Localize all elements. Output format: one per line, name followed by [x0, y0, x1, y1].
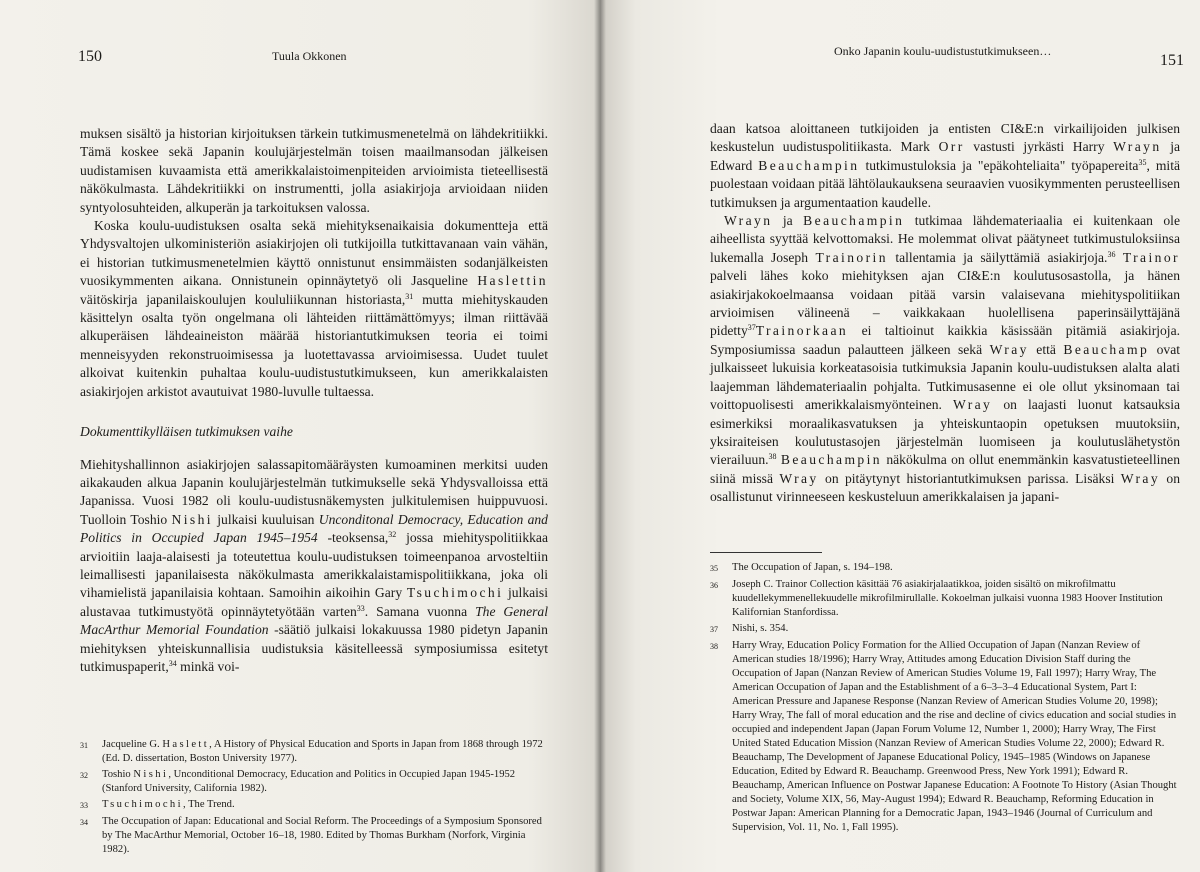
footnote-ref: 34: [168, 658, 177, 668]
footnote: 37 Nishi, s. 354.: [710, 623, 789, 634]
book-gutter: [594, 0, 606, 872]
body-text: [80, 125, 548, 676]
paragraph: Miehityshallinnon asiakirjojen salassapitomääräysten kumoaminen merkitsi uuden aikakauden alkua Japanin koulujärjestelmän tutkimukselle sekä Yhdysvalloissa että Japanissa. Vuosi 1982 oli koulu-uudistusnäkemysten julkitulemisen huippuvuosi. Tuolloin Toshio Nishi julkaisi kuuluisan Unconditonal Democracy, Education and Politics in Occupied Japan 1945–1954 -teoksensa,$^{32}$ jossa miehityspolitiikkaa arvioitiin laaja-alaisesti ja toteutettua koulu-uudistuksen toimeenpanoa arvosteltiin leimallisesti japanilaisesta näkökulmasta amerikkalaistamispolitiikkana, joka oli vihamielistä japanilaisia kohtaan. Samoihin aikoihin Gary Tsuchimochi julkaisi alustavaa tutkimustyötä opinnäytetyötään varten$^{33}$. Samana vuonna The General MacArthur Memorial Foundation -säätiö julkaisi lokakuussa 1980 pidetyn Japanin miehityksen yhteiskunnallisia uudistuksia käsitelleessä symposiumissa esitetyt tutkimuspaperit,$^{34}$ minkä voi-: [80, 456, 548, 674]
section-heading: Dokumenttikylläisen tutkimuksen vaihe: [80, 424, 293, 440]
footnote: 31 Jacqueline G. Haslett, A History of Physical Education and Sports in Japan from 1868 through 1972 (Ed. D. dissertation, Boston University 1977).: [80, 739, 543, 764]
author-name: Haslettin: [477, 273, 548, 289]
footnote: 36 Joseph C. Trainor Collection käsittää 76 asiakirjalaatikkoa, joiden sisältö on mikrofilmattu kuudellekymmenellekuudelle mikrofilmirullalle. Kokoelman julkaisi vuonna 1983 Hoover Institution Kalifornian Stanfordissa.: [710, 579, 1163, 618]
footnotes: [80, 738, 548, 859]
footnote: 34 The Occupation of Japan: Educational and Social Reform. The Proceedings of a Symposium Sponsored by The MacArthur Memorial, October 16–18, 1980. Edited by Thomas Burkham (Norfork, Virginia 1982).: [80, 816, 542, 855]
footnote-ref: 35: [1138, 157, 1147, 167]
paragraph: Wrayn ja Beauchampin tutkimaa lähdemateriaalia ei kuitenkaan ole aiheellista syyttää kelvottomaksi. He molemmat olivat päätyneet tutkimustuloksiinsa lukemalla Joseph Trainorin tallentamia ja säilyttämiä asiakirjoja.$^{36}$ Trainor palveli lähes koko miehityksen ajan CI&E:n koulutusosastolla, ja hänen asiakirjakokoelmaansa voidaan pitää varsin valaisevana miehityspolitiikan arvioimisen välineenä – vaikkakaan huolellisena paperinsäilyttäjänä pidetty$^{37}$Trainorkaan ei taltioinut kaikkia käsissään pitämiä asiakirjoja. Symposiumissa saadun palautteen jälkeen sekä Wray että Beauchamp ovat julkaisseet lukuisia korkeatasoisia tutkimuksia Japanin koulu-uudistuksen alalta alati laajemman lähdemateriaalin pohjalta. Tutkimusasenne ei ole ollut yksinomaan tai voittopuolisesti amerikkalaismyönteinen. Wray on laajasti luonut katsauksia esimerkiksi moraalikasvatuksen ja yhteiskuntaopin opetuksen muutoksiin, yksiraiteisen koulutustasojen järjestelmän luomiseen ja koulutuslähetystön vierailuun.$^{38}$ Beauchampin näkökulma on ollut enemmänkin kasvatustieteellinen siinä missä Wray on pitäytynyt historiantutkimuksen parissa. Lisäksi Wray on osallistunut virinneeseen keskusteluun amerikkalaisen ja japani-: [710, 213, 1181, 505]
running-head: Onko Japanin koulu-uudistustutkimukseen…: [834, 44, 1052, 58]
paragraph: Koska koulu-uudistuksen osalta sekä miehityksenaikaisia dokumentteja että Yhdysvaltojen ulkoministeriön asiakirjojen oli tutkijoilla tutkittavanaan vain vähän, ei historian tutkimusmenetelmien käyttö onnistunut ensimmäisten sodanjälkeisten vuosikymmenten aikana. Onnistunein opinnäytetyö oli Jasqueline Haslettin väitöskirja japanilaiskoulujen koululiikunnan historiasta,$^{31}$ mutta miehityskauden käsittelyn osalta työn ongelmana oli lähteiden riittämättömyys; ilman riittävää alkuperäisen lähdeaineiston määrää historiantutkimuksen teoria ei toimi menneisyyden rekonstruoimisessa ja luotettavassa arvioimisessa. Uudet tuulet alkoivat kuitenkin puhaltaa koulu-uudistustutkimukseen, kun amerikkalaisten asiakirjojen arkistot avautuivat 1980-luvulle tultaessa.: [80, 218, 549, 399]
book-title: Unconditonal Democracy, Education and Politics in Occupied Japan 1945–1954: [80, 511, 548, 546]
footnote-ref: 33: [356, 603, 365, 613]
right-page: [600, 0, 1200, 872]
footnote-rule: [710, 552, 822, 553]
footnote-ref: 36: [1107, 249, 1116, 259]
footnote-ref: 38: [768, 452, 777, 462]
paragraph: daan katsoa aloittaneen tutkijoiden ja entisten CI&E:n virkailijoiden julkisen keskustelun uudistuspolitiikasta. Mark Orr vastusti jyrkästi Harry Wrayn ja Edward Beauchampin tutkimustuloksia ja "epäkohteliaita" työpapereita$^{35}$, mitä puolestaan voidaan pitää lähtölaukauksena seuraavien vuosikymmenten perusteellisen tutkimuksen ja argumentaation kaudelle.: [710, 121, 1181, 210]
running-head: Tuula Okkonen: [272, 49, 347, 63]
footnote-ref: 31: [405, 291, 414, 301]
body-text: [710, 120, 1180, 507]
footnote-ref: 32: [388, 530, 397, 540]
page-number: 150: [78, 48, 102, 65]
footnote: 32 Toshio Nishi, Unconditional Democracy, Education and Politics in Occupied Japan 1945-1952 (Stanford University, California 1982).: [80, 769, 516, 794]
footnote: 33 Tsuchimochi, The Trend.: [80, 799, 235, 810]
footnote-ref: 37: [747, 323, 756, 333]
page-number: 151: [1160, 52, 1184, 69]
author-name: Nishi: [171, 511, 213, 527]
footnotes: [710, 552, 1180, 837]
paragraph: muksen sisältö ja historian kirjoituksen tärkein tutkimusmenetelmä on lähdekritiikki. Tämä koskee sekä Japanin koulujärjestelmän toisen maailmansodan jälkeisen uudistamisen kuvaamista että amerikkalaistoimenpiteiden arvioimista tieteellisestä näkökulmasta. Lähdekritiikki on instrumentti, jolla asiakirjoja arvioidaan niiden syntyolosuhteiden, alkuperän ja tarkoituksen valossa.: [80, 126, 548, 215]
footnote: 35 The Occupation of Japan, s. 194–198.: [710, 562, 893, 573]
author-name: Tsuchimochi: [406, 585, 504, 601]
foundation-title: The General MacArthur Memorial Foundation: [80, 603, 548, 638]
footnote: 38 Harry Wray, Education Policy Formation for the Allied Occupation of Japan (Nanzan Review of American studies 18/1996); Harry Wray, Attitudes among Education Division Staff during the Occupation of Japan (Nanzan Review of American Studies Volume 19, Fall 1997); Harry Wray, The American Occupation of Japan and the Establishment of a 6–3–3–4 Educational System, Part I: American Pressure and Japanese Response (Nanzan Review of American Studies Volume 20, 1998); Harry Wray, The fall of moral education and the rise and decline of civics education and social studies in occupied and independent Japan (Japan Forum Volume 12, Number 1, 2000); Harry Wray, The First United Stated Education Mission (Nanzan Review of American Studies Volume 22, 2000); Edward R. Beauchamp, The Development of Japanese Educational Policy, 1945–1985 (Windows on Japanese Education, Edited by Edward R. Beauchamp. Greenwood Press, New York 1991); Edward R. Beauchamp, American Influence on Postwar Japanese Education: A Footnote To History (Asian Thought and Society, Volume XIX, 56, May-August 1994); Edward R. Beauchamp, Reforming Education in Postwar Japan: American Planning for a Democratic Japan, 1943–1946 (Journal of Curriculum and Supervision, Vol. 11, No. 1, Fall 1995).: [710, 640, 1177, 833]
